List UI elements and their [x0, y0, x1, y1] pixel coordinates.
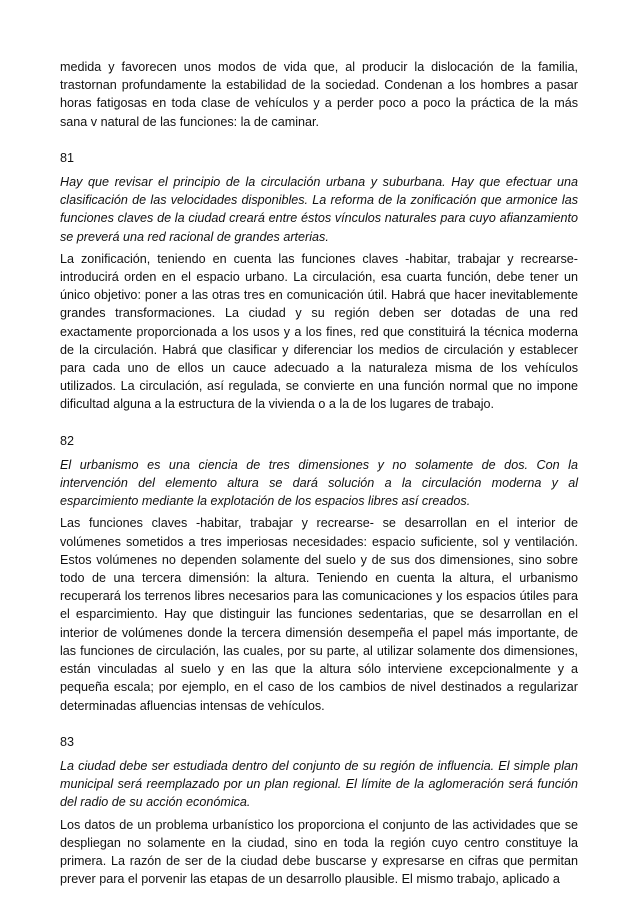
section-lead-italic: La ciudad debe ser estudiada dentro del conjunto de su región de influencia. El simple plan municipal será reemplazado por un plan regional. El límite de la aglomeración será función del radio de su acción económica.	[60, 758, 578, 810]
section-number: 82	[60, 433, 75, 448]
section-number: 83	[60, 734, 75, 749]
section-number: 81	[60, 150, 75, 165]
section-82	[60, 432, 578, 715]
section-81	[60, 149, 578, 414]
document-page	[60, 58, 578, 898]
section-body: Las funciones claves -habitar, trabajar y recrearse- se desarrollan en el interior de volúmenes sometidos a tres imperiosas necesidades: espacio suficiente, sol y ventilación. Estos volúmenes no dependen solamente del suelo y de sus dos dimensiones, sino sobre todo de una tercera dimensión: la altura. Teniendo en cuenta la altura, el urbanismo recuperará los terrenos libres necesarios para las comunicaciones y los espacios útiles para el esparcimiento. Hay que distinguir las funciones sedentarias, que se desarrollan en el interior de volúmenes donde la tercera dimensión desempeña el papel más importante, de las funciones de circulación, las cuales, por su parte, al utilizar solamente dos dimensiones, están vinculadas al suelo y en las que la altura sólo interviene excepcionalmente y a pequeña escala; por ejemplo, en el caso de los cambios de nivel destinados a regularizar determinadas afluencias intensas de vehículos.	[60, 516, 578, 713]
intro-paragraph: medida y favorecen unos modos de vida que, al producir la dislocación de la familia, trastornan profundamente la estabilidad de la sociedad. Condenan a los hombres a pasar horas fatigosas en toda clase de vehículos y a perder poco a poco la práctica de la más sana v natural de las funciones: la de caminar.	[60, 60, 578, 129]
section-lead-italic: Hay que revisar el principio de la circulación urbana y suburbana. Hay que efectuar una clasificación de las velocidades disponibles. La reforma de la zonificación que armonice las funciones claves de la ciudad creará entre éstos vínculos naturales para cuyo afianzamiento se preverá una red racional de grandes arterias.	[60, 175, 578, 244]
section-body: La zonificación, teniendo en cuenta las funciones claves -habitar, trabajar y recrearse- introducirá orden en el espacio urbano. La circulación, esa cuarta función, debe tener un único objetivo: poner a las otras tres en comunicación útil. Habrá que hacer inevitablemente grandes transformaciones. La ciudad y su región deben ser dotadas de una red exactamente proporcionada a los usos y a los fines, red que constituirá la técnica moderna de la circulación. Habrá que clasificar y diferenciar los medios de circulación y establecer para cada uno de ellos un cauce adecuado a la naturaleza misma de los vehículos utilizados. La circulación, así regulada, se convierte en una función normal que no impone dificultad alguna a la estructura de la vivienda o a la de los lugares de trabajo.	[60, 251, 578, 412]
section-83	[60, 733, 578, 889]
section-lead-italic: El urbanismo es una ciencia de tres dimensiones y no solamente de dos. Con la intervención del elemento altura se dará solución a la circulación moderna y al esparcimiento mediante la explotación de los espacios libres así creados.	[60, 457, 578, 509]
section-body: Los datos de un problema urbanístico los proporciona el conjunto de las actividades que se despliegan no solamente en la ciudad, sino en toda la región cuyo centro constituye la primera. La razón de ser de la ciudad debe buscarse y expresarse en cifras que permitan prever para el porvenir las etapas de un desarrollo plausible. El mismo trabajo, aplicado a	[60, 817, 578, 887]
